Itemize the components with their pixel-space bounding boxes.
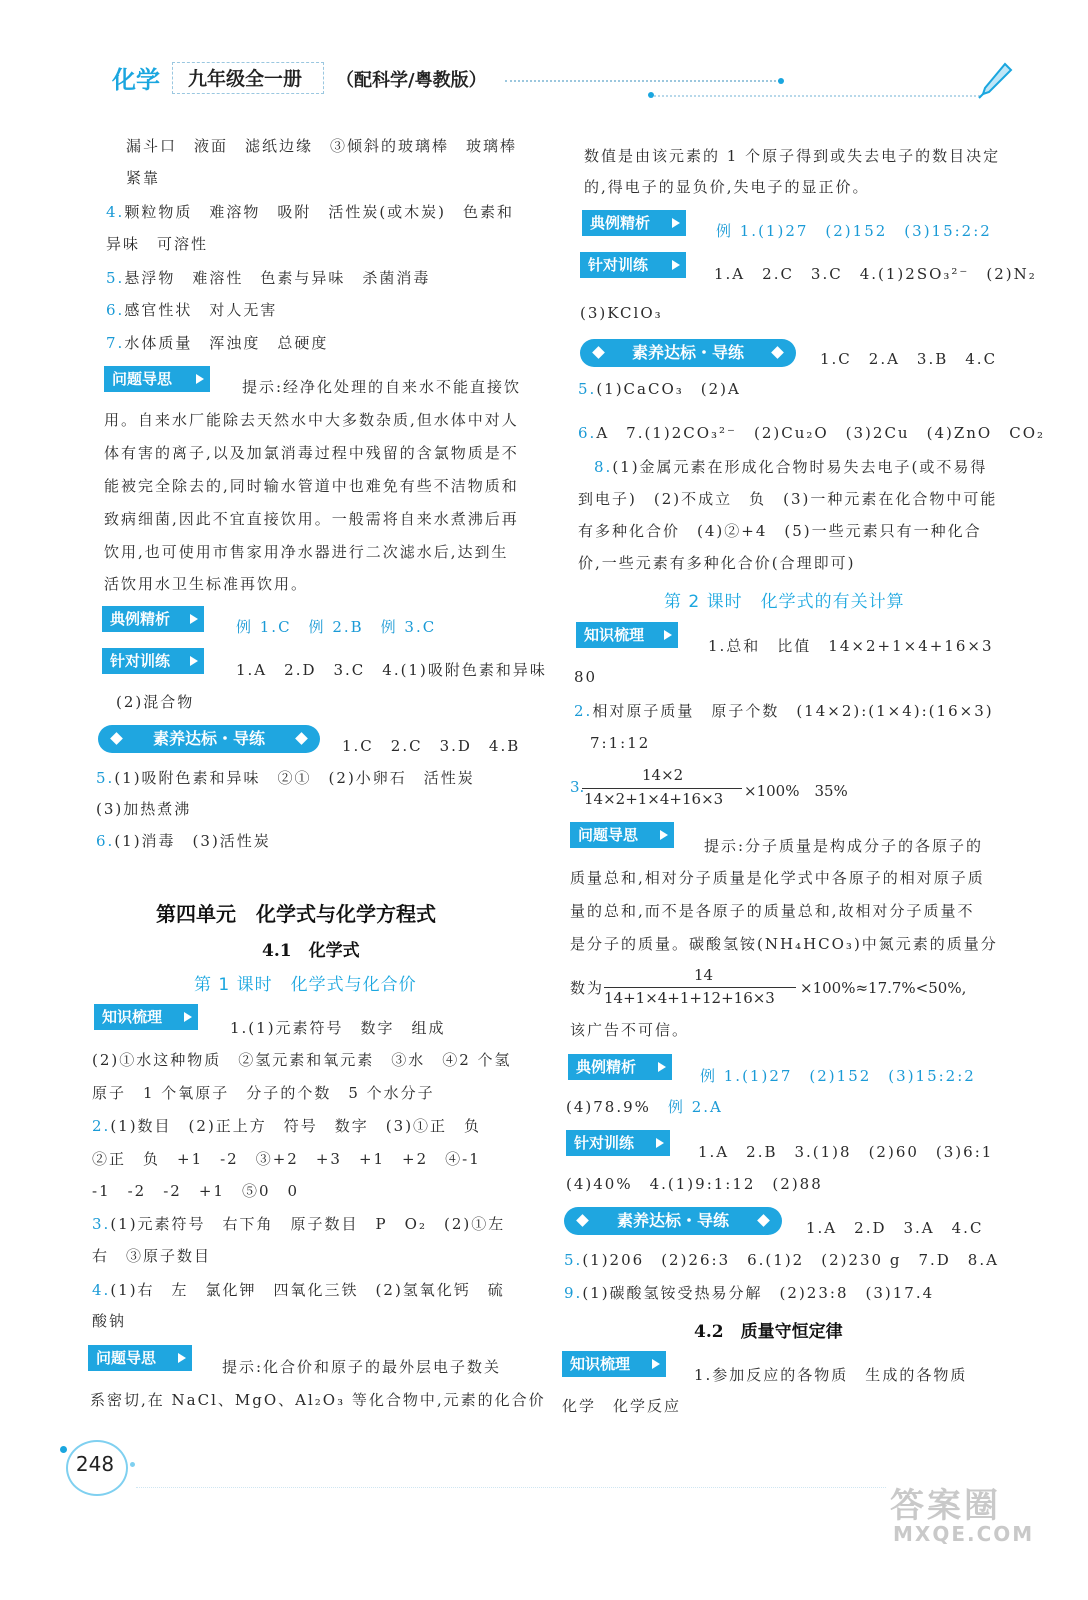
text-line: 质量总和,相对分子质量是化学式中各原子的相对原子质 (570, 869, 985, 887)
pill-literacy-practice: 素养达标・导练 (564, 1207, 782, 1235)
text-line: 能被完全除去的,同时输水管道中也难免有些不洁物质和 (104, 477, 519, 495)
badge-question-guide: 问题导思 (104, 366, 210, 392)
text-line: ②正 负 +1 -2 ③+2 +3 +1 +2 ④-1 (92, 1150, 481, 1168)
practice-answers: 1.C 2.A 3.B 4.C (820, 350, 998, 368)
item-number: 6. (106, 301, 125, 319)
text-line: 数为 (570, 979, 605, 997)
decor-dot (130, 1462, 135, 1467)
fraction-denominator: 14×2+1×4+16×3 (584, 790, 724, 808)
badge-question-guide: 问题导思 (88, 1345, 192, 1371)
text-line: 饮用,也可使用市售家用净水器进行二次滤水后,达到生 (104, 543, 509, 561)
text-line: 数值是由该元素的 1 个原子得到或失去电子的数目决定 (584, 147, 1001, 165)
section-heading: 4.1 化学式 (262, 941, 360, 961)
text-line: 紧靠 (126, 169, 161, 187)
badge-targeted-training: 针对训练 (580, 252, 686, 278)
text-line: 量的总和,而不是各原子的质量总和,故相对分子质量不 (570, 902, 975, 920)
text-line: 1.(1)元素符号 数字 组成 (230, 1019, 446, 1037)
item-number: 6. (96, 832, 115, 850)
item-number: 4. (106, 203, 125, 221)
text-line: 活饮用水卫生标准再饮用。 (104, 575, 309, 593)
text-line: 1.参加反应的各物质 生成的各物质 (694, 1366, 968, 1384)
text-line: 酸钠 (92, 1312, 127, 1330)
practice-answers: 1.C 2.C 3.D 4.B (342, 737, 521, 755)
badge-question-guide: 问题导思 (570, 822, 674, 848)
section-heading: 4.2 质量守恒定律 (694, 1322, 843, 1342)
item-number: 3. (570, 778, 585, 796)
item-number: 5. (578, 380, 597, 398)
text-line: 4.颗粒物质 难溶物 吸附 活性炭(或木炭) 色素和 (106, 203, 515, 221)
pen-icon (975, 60, 1015, 100)
text-line: 6.(1)消毒 (3)活性炭 (96, 832, 271, 850)
text-line: 该广告不可信。 (570, 1021, 690, 1039)
item-number: 2. (92, 1117, 111, 1135)
badge-knowledge-review: 知识梳理 (94, 1004, 198, 1030)
subject-title: 化学 (112, 66, 160, 94)
badge-knowledge-review: 知识梳理 (576, 622, 678, 648)
header-divider-2 (650, 95, 980, 97)
text-line: 3.(1)元素符号 右下角 原子数目 P O₂ (2)①左 (92, 1215, 506, 1233)
grade-title: 九年级全一册 (188, 68, 303, 90)
text-line: 价,一些元素有多种化合价(合理即可) (578, 554, 856, 572)
item-number: 6. (578, 424, 597, 442)
lesson-heading: 第 2 课时 化学式的有关计算 (664, 592, 905, 612)
item-number: 9. (564, 1284, 583, 1302)
edition-label: （配科学/粤教版） (336, 70, 487, 91)
text-line: 7.水体质量 浑浊度 总硬度 (106, 334, 329, 352)
pill-literacy-practice: 素养达标・导练 (580, 339, 796, 367)
text-line: 原子 1 个氧原子 分子的个数 5 个水分子 (92, 1084, 435, 1102)
badge-knowledge-review: 知识梳理 (562, 1351, 666, 1377)
example-answers: 例 1.(1)27 (2)152 (3)15:2:2 (700, 1067, 976, 1085)
text-line: 9.(1)碳酸氢铵受热易分解 (2)23:8 (3)17.4 (564, 1284, 935, 1302)
text-line: 提示:经净化处理的自来水不能直接饮 (242, 378, 522, 396)
text-line: 7:1:12 (590, 734, 651, 752)
fraction-line (582, 788, 742, 789)
text-line: (3)加热煮沸 (96, 800, 192, 818)
text-line: (2)①水这种物质 ②氢元素和氧元素 ③水 ④2 个氢 (92, 1051, 512, 1069)
text-line: 5.(1)206 (2)26:3 6.(1)2 (2)230 g 7.D 8.A (564, 1251, 999, 1269)
badge-example-analysis: 典例精析 (582, 210, 686, 236)
item-number: 4. (92, 1281, 111, 1299)
item-number: 5. (106, 269, 125, 287)
text-line: 的,得电子的显负价,失电子的显正价。 (584, 178, 870, 196)
text-line: 有多种化合价 (4)②+4 (5)一些元素只有一种化合 (578, 522, 982, 540)
pill-literacy-practice: 素养达标・导练 (98, 725, 320, 753)
header-dot (778, 78, 784, 84)
text-line: 系密切,在 NaCl、MgO、Al₂O₃ 等化合物中,元素的化合价 (90, 1391, 546, 1409)
header-dot (648, 92, 654, 98)
training-answers: 1.A 2.B 3.(1)8 (2)60 (3)6:1 (698, 1143, 994, 1161)
training-answers: 1.A 2.D 3.C 4.(1)吸附色素和异味 (236, 661, 547, 679)
watermark-url: MXQE.COM (893, 1522, 1035, 1546)
text-line: 4.(1)右 左 氯化钾 四氧化三铁 (2)氢氧化钙 硫 (92, 1281, 505, 1299)
text-line: 致病细菌,因此不宜直接饮用。一般需将自来水煮沸后再 (104, 510, 519, 528)
practice-answers: 1.A 2.D 3.A 4.C (806, 1219, 984, 1237)
text-line: 漏斗口 液面 滤纸边缘 ③倾斜的玻璃棒 玻璃棒 (126, 137, 518, 155)
badge-targeted-training: 针对训练 (566, 1130, 670, 1156)
item-number: 7. (106, 334, 125, 352)
text-line: 8.(1)金属元素在形成化合物时易失去电子(或不易得 (594, 458, 988, 476)
text-line: 1.总和 比值 14×2+1×4+16×3 (708, 637, 994, 655)
text-line: (4)78.9% 例 2.A (566, 1098, 723, 1116)
training-answers: 1.A 2.C 3.C 4.(1)2SO₃²⁻ (2)N₂ (714, 265, 1037, 283)
text-line: 6.A 7.(1)2CO₃²⁻ (2)Cu₂O (3)2Cu (4)ZnO CO₂ (578, 424, 1046, 442)
text-line: (2)混合物 (116, 693, 195, 711)
text-line: 右 ③原子数目 (92, 1247, 212, 1265)
text-line: 用。自来水厂能除去天然水中大多数杂质,但水体中对人 (104, 411, 519, 429)
text-line: 5.(1)CaCO₃ (2)A (578, 380, 741, 398)
unit-heading: 第四单元 化学式与化学方程式 (156, 902, 436, 926)
fraction-denominator: 14+1×4+1+12+16×3 (604, 989, 775, 1007)
fraction-line (604, 987, 796, 988)
badge-example-analysis: 典例精析 (568, 1054, 672, 1080)
decor-dot (60, 1446, 67, 1453)
text-line: 5.(1)吸附色素和异味 ②① (2)小卵石 活性炭 (96, 769, 475, 787)
item-number: 8. (594, 458, 613, 476)
item-number: 5. (96, 769, 115, 787)
text-line: -1 -2 -2 +1 ⑤0 0 (92, 1182, 300, 1200)
example-answers: 例 1.(1)27 (2)152 (3)15:2:2 (716, 222, 992, 240)
text-line: 6.感官性状 对人无害 (106, 301, 278, 319)
item-number: 5. (564, 1251, 583, 1269)
item-number: 3. (92, 1215, 111, 1233)
watermark-logo: 答案圈 (890, 1486, 1001, 1526)
fraction-numerator: 14 (694, 966, 714, 984)
fraction-tail: ×100% 35% (744, 782, 848, 800)
text-line: (4)40% 4.(1)9:1:12 (2)88 (566, 1175, 823, 1193)
example-answers: 例 1.C 例 2.B 例 3.C (236, 618, 437, 636)
text-line: 化学 化学反应 (562, 1397, 682, 1415)
lesson-heading: 第 1 课时 化学式与化合价 (194, 975, 417, 995)
text-line: 提示:分子质量是构成分子的各原子的 (704, 837, 984, 855)
text-line: 80 (574, 668, 598, 686)
text-line: (3)KClO₃ (580, 304, 663, 322)
text-line: 到电子) (2)不成立 负 (3)一种元素在化合物中可能 (578, 490, 998, 508)
text-line: 是分子的质量。碳酸氢铵(NH₄HCO₃)中氮元素的质量分 (570, 935, 998, 953)
text-line: 5.悬浮物 难溶性 色素与异味 杀菌消毒 (106, 269, 431, 287)
badge-example-analysis: 典例精析 (102, 606, 204, 632)
footer-divider (136, 1487, 886, 1488)
badge-targeted-training: 针对训练 (102, 648, 204, 674)
text-line: 2.相对原子质量 原子个数 (14×2):(1×4):(16×3) (574, 702, 994, 720)
text-line: 2.(1)数目 (2)正上方 符号 数字 (3)①正 负 (92, 1117, 482, 1135)
text-line: 体有害的离子,以及加氯消毒过程中残留的含氯物质是不 (104, 444, 519, 462)
fraction-tail: ×100%≈17.7%<50%, (800, 979, 967, 997)
page-number: 248 (75, 1452, 115, 1476)
text-line: 异味 可溶性 (106, 235, 209, 253)
header-divider (505, 80, 780, 82)
item-number: 2. (574, 702, 593, 720)
fraction-numerator: 14×2 (642, 766, 684, 784)
text-line: 提示:化合价和原子的最外层电子数关 (222, 1358, 502, 1376)
